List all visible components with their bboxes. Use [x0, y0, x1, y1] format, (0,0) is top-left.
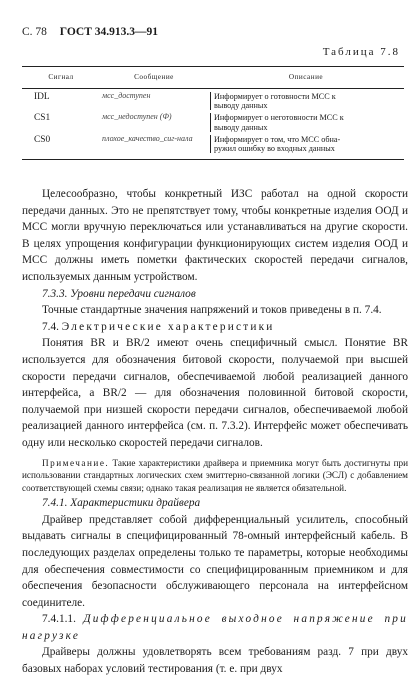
section-number: 7.4.1.1. — [42, 613, 76, 626]
section-heading: 7.3.3. Уровни передачи сигналов — [42, 287, 196, 300]
paragraph: Драйверы должны удовлетворять всем требованиям разд. 7 при двух базовых наборах условий тестирования (т. е. при двух — [22, 646, 408, 676]
note-label: Примечание. — [42, 457, 110, 468]
standard-id: ГОСТ 34.913.3—91 — [59, 26, 159, 38]
description-line: Информирует о готовности МСС к — [210, 92, 402, 101]
signal-message: мсс_недоступен (Ф) — [102, 112, 172, 122]
paragraph: Понятия BR и BR/2 имеют очень специфичный смысл. Понятие BR используется для обозначения битовой скорости, получаемой при высшей скорости передачи сигналов, обеспечиваемой любой реализацией данного интерфейса, а BR/2 — для обозначения половинной битовой скорости, получаемой при низшей скорости передачи сигналов, обеспечиваемой любой реализацией данного интерфейса (см. п. 7.3.2). Интерфейс может обеспечивать одну или несколько скоростей передачи сигналов. — [22, 337, 408, 449]
paragraph: Целесообразно, чтобы конкретный ИЗС работал на одной скорости передачи данных. Это не препятствует тому, чтобы конкретные изделия ООД и МСС могли вручную переключаться или устанавливаться на другие скорости. В целях упрощения конфигурации функционирующих систем изделия ООД и МСС должны иметь пометки фактических скоростей передачи сигналов, используемых данным устройством. — [22, 188, 408, 283]
section-heading — [22, 611, 408, 644]
table-caption: Таблица 7.8 — [322, 46, 400, 58]
note — [22, 457, 408, 496]
signal-message: мсс_доступен — [102, 91, 151, 101]
page-header — [22, 26, 158, 38]
signal-description — [208, 132, 404, 160]
description-line: ружил ошибку во входных данных — [210, 144, 402, 153]
section-number: 7.4. — [42, 320, 59, 333]
note-text: Такие характеристики драйвера и приемника могут быть достигнуты при использовании стандартных логических схем эмиттерно-связанной логики (ЭСЛ) с добавлением соответствующей схемы связи; однако такая реализация не является обязательной. — [22, 457, 409, 494]
column-header: Сообщение — [100, 67, 208, 89]
body-text — [22, 186, 408, 678]
signal-code: CS1 — [34, 113, 51, 124]
description-line: выводу данных — [210, 123, 402, 132]
signal-message: плохое_качество_сиг-нала — [100, 132, 208, 160]
table-row — [22, 132, 404, 160]
section-heading — [22, 319, 408, 336]
page-number: С. 78 — [22, 26, 47, 38]
description-line: Информирует о неготовности МСС к — [210, 113, 402, 122]
table-row — [22, 110, 404, 131]
description-line: Информирует о том, что МСС обна- — [210, 135, 402, 144]
section-title: Дифференциальное выходное напряжение при нагрузке — [22, 613, 408, 642]
description-line: выводу данных — [210, 101, 402, 110]
signal-code: IDL — [34, 92, 50, 103]
paragraph: Точные стандартные значения напряжений и токов приведены в п. 7.4. — [42, 304, 382, 317]
signal-table — [22, 66, 404, 160]
column-header: Сигнал — [22, 67, 100, 89]
paragraph: Драйвер представляет собой дифференциальный усилитель, способный выдавать сигналы в специфицированный 78-омный интерфейсный кабель. В последующих разделах определены только те параметры, которые необходимы для обеспечения совместимости со специфицированным приемником и для обеспечения безопасности обслуживающего персонала на интерфейсном соединителе. — [22, 513, 408, 609]
signal-description — [208, 110, 404, 131]
section-title: Электрические характеристики — [61, 320, 275, 333]
table-row — [22, 89, 404, 111]
column-header: Описание — [208, 67, 404, 89]
signal-description — [208, 89, 404, 111]
signal-code: CS0 — [22, 132, 100, 160]
section-heading: 7.4.1. Характеристики драйвера — [42, 497, 201, 510]
